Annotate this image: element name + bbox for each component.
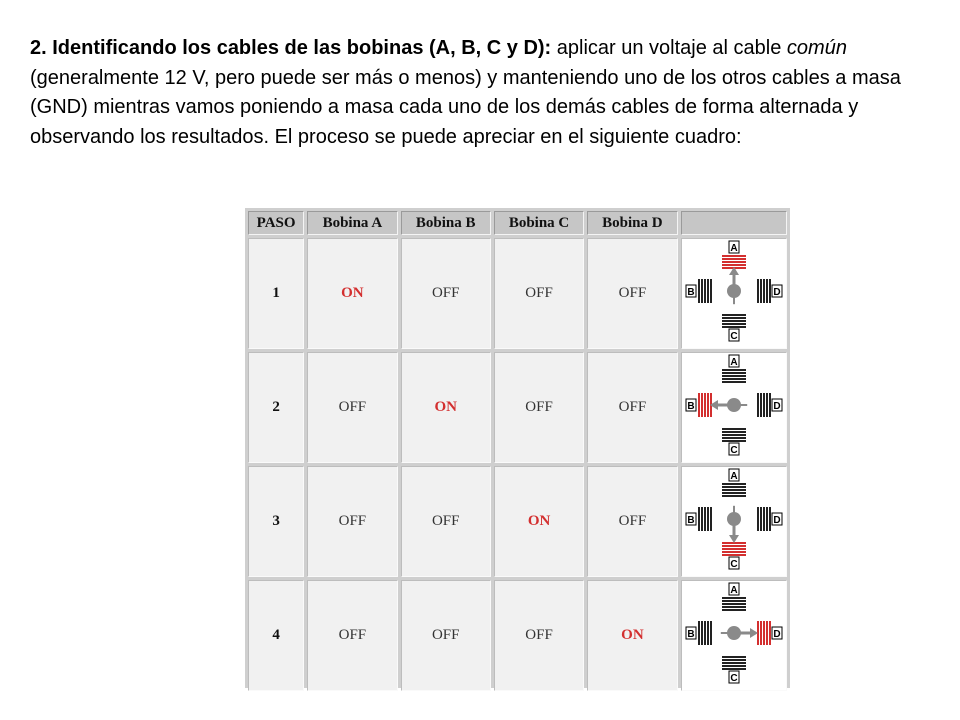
coil-d-label [772,627,782,640]
coil-c-label [729,329,739,342]
step-number: 4 [248,580,304,691]
coil-c [722,428,746,442]
svg-text:B: B [687,287,695,298]
coil-a-state: OFF [307,352,397,463]
coil-a-state: ON [307,238,397,349]
coil-c [722,314,746,328]
coil-b [698,621,712,645]
motor-diagram-cell [681,352,787,463]
table-row [248,466,787,577]
step-number: 2 [248,352,304,463]
header-row [248,211,787,235]
svg-text:D: D [773,515,781,526]
steps-table [245,208,790,694]
coil-a-state: OFF [307,580,397,691]
coil-c [722,542,746,556]
coil-a [722,597,746,611]
coil-c-state: OFF [494,580,584,691]
coil-a-label [729,583,739,596]
step-number: 3 [248,466,304,577]
coil-c-label [729,671,739,684]
coil-b-label [686,285,696,298]
svg-text:B: B [687,629,695,640]
intro-text-italic: común [786,37,847,59]
table-row [248,580,787,691]
coil-b-label [686,399,696,412]
header-paso: PASO [248,211,304,235]
coil-c-state: OFF [494,352,584,463]
coil-d-state: ON [587,580,677,691]
svg-text:B: B [687,401,695,412]
intro-text-2: (generalmente 12 V, pero puede ser más o menos) y manteniendo uno de los otros cables a masa (GND) mientras vamos poniendo a masa cada uno de los demás cables de forma alternada y observando los resultados. El proceso se puede apreciar en el siguiente cuadro: [30,66,901,148]
rotor [727,506,741,543]
coil-d-label [772,399,782,412]
rotor [727,267,741,304]
coil-b-state: OFF [401,238,491,349]
svg-text:C: C [730,445,738,456]
coil-b-state: ON [401,352,491,463]
rotor [710,398,747,412]
coil-c [722,656,746,670]
intro-paragraph [30,34,930,152]
coil-a-label [729,469,739,482]
motor-diagram-cell [681,580,787,691]
coil-b-label [686,513,696,526]
coil-b-state: OFF [401,580,491,691]
svg-text:C: C [730,331,738,342]
svg-text:D: D [773,629,781,640]
steps-table-wrapper [245,208,790,688]
svg-text:A: A [730,585,738,596]
coil-c-state: OFF [494,238,584,349]
stepper-motor-diagram [684,467,784,571]
step-number: 1 [248,238,304,349]
header-bobina-a: Bobina A [307,211,397,235]
svg-text:A: A [730,357,738,368]
coil-d [757,507,771,531]
coil-d-label [772,285,782,298]
coil-a-state: OFF [307,466,397,577]
svg-text:B: B [687,515,695,526]
coil-b-state: OFF [401,466,491,577]
coil-b [698,507,712,531]
coil-a [722,369,746,383]
svg-text:C: C [730,559,738,570]
motor-diagram-cell [681,466,787,577]
coil-a [722,255,746,269]
coil-d [757,279,771,303]
header-diagram [681,211,787,235]
svg-text:A: A [730,471,738,482]
stepper-motor-diagram [684,239,784,343]
svg-text:A: A [730,243,738,254]
table-row [248,352,787,463]
table-row [248,238,787,349]
coil-b-label [686,627,696,640]
intro-heading: 2. Identificando los cables de las bobinas (A, B, C y D): [30,37,552,59]
coil-d-label [772,513,782,526]
svg-text:D: D [773,287,781,298]
intro-text-1: aplicar un voltaje al cable [551,37,787,59]
coil-b [698,393,712,417]
coil-c-label [729,557,739,570]
coil-d-state: OFF [587,352,677,463]
coil-c-label [729,443,739,456]
coil-b [698,279,712,303]
coil-d [757,393,771,417]
stepper-motor-diagram [684,353,784,457]
coil-a-label [729,241,739,254]
motor-diagram-cell [681,238,787,349]
stepper-motor-diagram [684,581,784,685]
header-bobina-b: Bobina B [401,211,491,235]
header-bobina-c: Bobina C [494,211,584,235]
coil-d [757,621,771,645]
svg-text:D: D [773,401,781,412]
coil-a [722,483,746,497]
coil-d-state: OFF [587,466,677,577]
coil-a-label [729,355,739,368]
coil-c-state: ON [494,466,584,577]
coil-d-state: OFF [587,238,677,349]
header-bobina-d: Bobina D [587,211,677,235]
rotor [721,626,758,640]
svg-text:C: C [730,673,738,684]
